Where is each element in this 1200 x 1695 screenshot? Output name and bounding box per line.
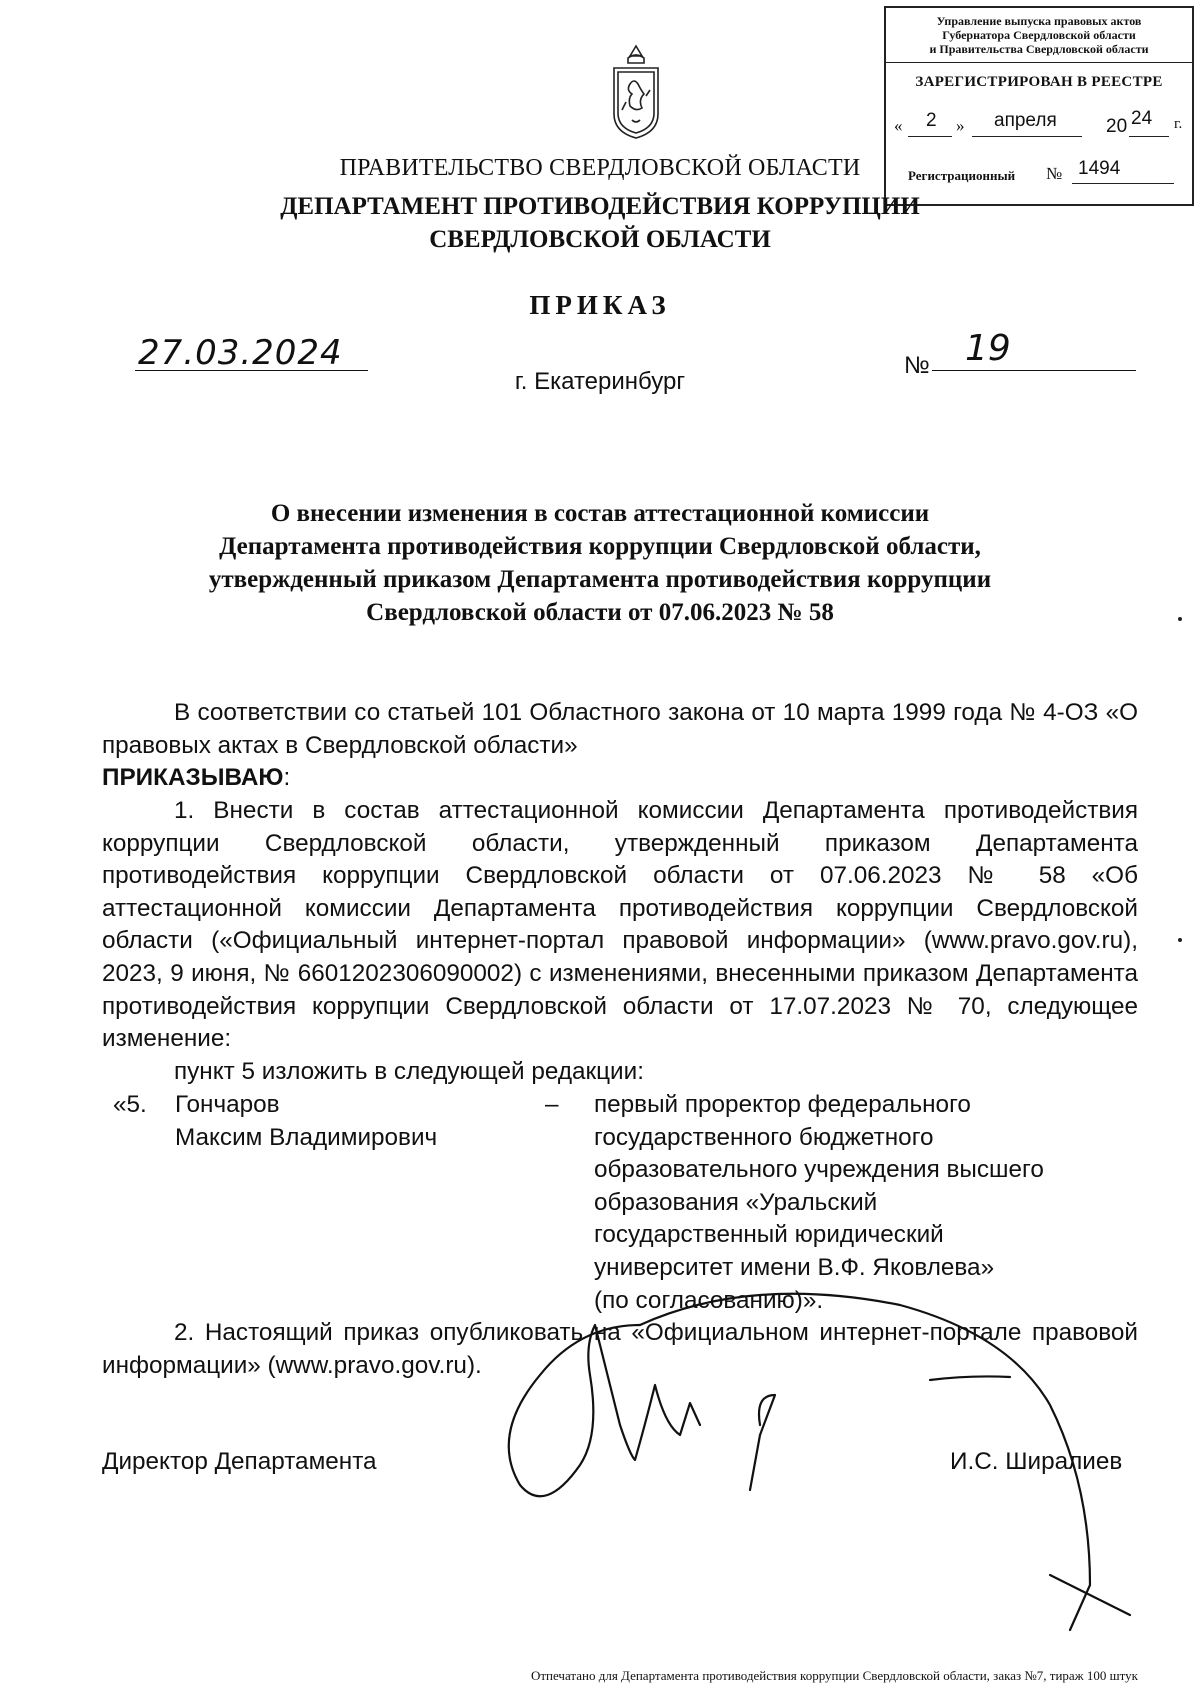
order-word: ПРИКАЗЫВАЮ (102, 764, 284, 791)
order-directive (102, 762, 1138, 795)
order-number-sign: № (904, 352, 930, 379)
stamp-authority: Управление выпуска правовых актов Губернатора Свердловской области и Правительства Свердловской области (929, 14, 1149, 56)
order-date: 27.03.2024 (138, 333, 343, 373)
stamp-divider (886, 62, 1192, 63)
scan-speck (1178, 938, 1182, 942)
signoff-name: И.С. Ширалиев (950, 1448, 1123, 1475)
stamp-day: 2 (926, 110, 937, 131)
scan-speck (1178, 617, 1182, 621)
order-city: г. Екатеринбург (514, 368, 686, 395)
handwritten-signature (430, 1285, 1150, 1635)
stamp-reg-number: 1494 (1078, 158, 1121, 179)
member-position: первый проректор федерального государственного бюджетного образовательного учреждения высшего образования «Уральский государственный юридический университет имени В.Ф. Яковлева» (по согласованию)». (594, 1091, 1044, 1314)
order-title: О внесении изменения в состав аттестационной комиссии Департамента противодействия коррупции Свердловской области, утвержденный приказом Департамента противодействия коррупции Свердловской области от 07.06.2023 № 58 (208, 500, 992, 626)
stamp-month: апреля (994, 110, 1057, 131)
stamp-year-abbr: г. (1174, 116, 1183, 132)
print-footer: Отпечатано для Департамента противодействия коррупции Свердловской области, заказ №7, тираж 100 штук (530, 1668, 1138, 1683)
stamp-registered-label: ЗАРЕГИСТРИРОВАН В РЕЕСТРЕ (915, 74, 1163, 90)
item-1-sub: пункт 5 изложить в следующей редакции: (174, 1058, 644, 1085)
item-1: 1. Внести в состав аттестационной комиссии Департамента противодействия коррупции Свердловской области, утвержденный приказом Департамента противодействия коррупции Свердловской области от 07.06.2023 № 58 «Об аттестационной комиссии Департамента противодействия коррупции Свердловской области («Официальный интернет-портал правовой информации» (www.pravo.gov.ru), 2023, 9 июня, № 6601202306090002) с изменениями, внесенными приказом Департамента противодействия коррупции Свердловской области от 17.07.2023 № 70, следующее изменение: (102, 797, 1138, 1053)
coat-of-arms-icon (608, 42, 664, 142)
government-name: ПРАВИТЕЛЬСТВО СВЕРДЛОВСКОЙ ОБЛАСТИ (339, 155, 861, 181)
stamp-reg-no-sign: № (1046, 164, 1063, 183)
order-colon: : (283, 764, 291, 791)
preamble: В соответствии со статьей 101 Областного закона от 10 марта 1999 года № 4-ОЗ «О правовых актах в Свердловской области» (102, 699, 1138, 759)
signoff-position: Директор Департамента (102, 1448, 377, 1475)
member-name: Гончаров Максим Владимирович (175, 1091, 438, 1151)
department-name: ДЕПАРТАМЕНТ ПРОТИВОДЕЙСТВИЯ КОРРУПЦИИ СВЕРДЛОВСКОЙ ОБЛАСТИ (280, 193, 920, 253)
stamp-month-line (972, 136, 1082, 137)
stamp-close-quote: » (956, 116, 965, 135)
stamp-year-line (1129, 136, 1169, 137)
stamp-open-quote: « (894, 116, 903, 135)
stamp-year-prefix: 20 (1106, 116, 1128, 137)
member-number: «5. (113, 1091, 147, 1118)
item-2: 2. Настоящий приказ опубликовать на «Официальном интернет-портале правовой информации» (www.pravo.gov.ru). (102, 1319, 1138, 1379)
stamp-reg-line (1072, 183, 1174, 184)
stamp-reg-label: Регистрационный (908, 168, 1016, 183)
member-dash: – (545, 1091, 559, 1118)
stamp-day-line (908, 136, 952, 137)
order-number: 19 (965, 328, 1011, 369)
stamp-year-suffix: 24 (1131, 108, 1153, 129)
doc-type: ПРИКАЗ (529, 290, 671, 320)
